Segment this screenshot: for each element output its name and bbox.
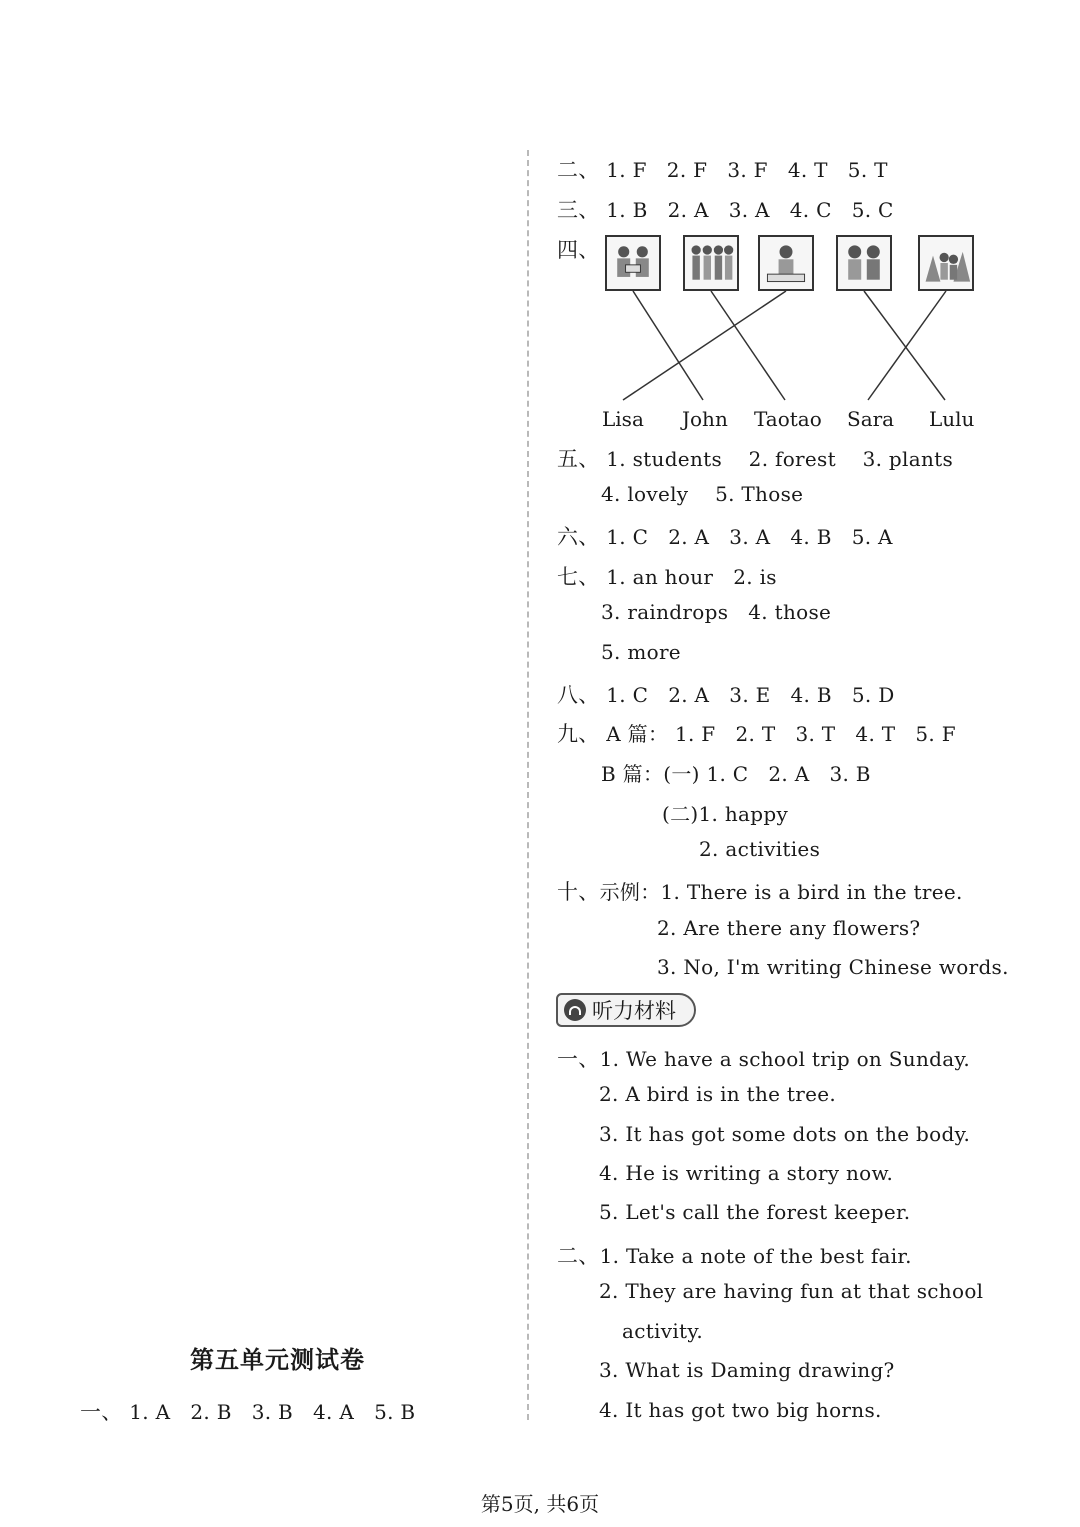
listening-item: 5. Let's call the forest keeper. (599, 1200, 911, 1224)
section-10-label: 十、 (557, 880, 600, 904)
listening-item: 2. They are having fun at that school (599, 1279, 984, 1303)
listening-item: 3. What is Daming drawing? (599, 1358, 895, 1382)
answer-item: 2. B (190, 1400, 232, 1424)
listening-2-row5 (599, 1398, 882, 1422)
answer-item: 2. Are there any flowers? (657, 916, 921, 940)
answer-item: 3. E (729, 683, 771, 707)
answer-item: 5. B (374, 1400, 416, 1424)
answer-item: 1. students (606, 447, 723, 471)
answer-item: 4. A (313, 1400, 355, 1424)
listening-1-row5 (599, 1200, 910, 1224)
section-9-part-b-1 (601, 758, 871, 787)
answer-item: 4. C (789, 198, 832, 222)
part-b2-label: (二) (662, 802, 699, 826)
page-number-footer: 第5页, 共6页 (480, 1492, 600, 1516)
listening-2-row3 (622, 1319, 703, 1343)
answer-item: 3. raindrops (601, 600, 729, 624)
section-10-row2 (657, 916, 920, 940)
listening-2-row1 (557, 1240, 912, 1270)
left-section-1-answers (80, 1396, 415, 1426)
answer-item: 2. A (667, 198, 709, 222)
answer-item: 1. F (674, 722, 716, 746)
section-7-label: 七、 (557, 565, 600, 589)
section-4-label (557, 234, 600, 264)
section-7-answers-row1 (557, 561, 777, 591)
answer-item: 1. C (606, 683, 649, 707)
kids-reading-illustration (607, 237, 659, 289)
listening-2-row2 (599, 1279, 983, 1303)
name-taotao: Taotao (754, 407, 822, 431)
listening-1-row1 (557, 1043, 970, 1073)
child-writing-illustration (760, 237, 812, 289)
listening-2-row4 (599, 1358, 895, 1382)
answer-item: 3. plants (862, 447, 954, 471)
answer-item: 3. No, I'm writing Chinese words. (657, 955, 1009, 979)
answer-item: 2. activities (699, 837, 821, 861)
section-4-mark: 四、 (557, 238, 600, 262)
listening-label: 听力材料 (592, 999, 676, 1023)
listening-item: 1. Take a note of the best fair. (599, 1244, 912, 1268)
listening-1-row4 (599, 1161, 893, 1185)
answer-item: 2. forest (748, 447, 836, 471)
name-lulu: Lulu (929, 407, 975, 431)
unit-5-test-title: 第五单元测试卷 (190, 1346, 365, 1374)
section-3-label: 三、 (557, 198, 600, 222)
section-9-label: 九、 (557, 722, 600, 746)
left-section-1-label: 一、 (80, 1400, 123, 1424)
answer-item: 1. There is a bird in the tree. (660, 880, 963, 904)
section-5-answers-row1 (557, 443, 953, 473)
answer-item: 1. F (606, 158, 647, 182)
name-lisa: Lisa (602, 407, 644, 431)
part-b-label: B 篇： (601, 762, 664, 786)
listening-2-label: 二、 (557, 1244, 600, 1268)
listening-item: 4. It has got two big horns. (599, 1398, 882, 1422)
section-10-row3 (657, 955, 1009, 979)
picture-kids-in-forest (918, 235, 974, 291)
answer-item: 3. B (829, 762, 871, 786)
answer-item: 5. F (915, 722, 956, 746)
listening-1-label: 一、 (557, 1047, 600, 1071)
kids-forest-illustration (920, 237, 972, 289)
section-7-answers-row3 (601, 640, 681, 664)
answer-item: 5. C (851, 198, 894, 222)
answer-item: 5. more (601, 640, 681, 664)
listening-item: activity. (622, 1319, 703, 1343)
answer-item: 4. lovely (601, 482, 689, 506)
listening-item: 1. We have a school trip on Sunday. (599, 1047, 971, 1071)
section-9-part-a (557, 718, 956, 748)
headphone-icon (564, 999, 586, 1021)
answer-item: 5. Those (715, 482, 804, 506)
column-divider (527, 150, 529, 1420)
section-6-answers (557, 521, 893, 551)
answer-item: 3. T (795, 722, 836, 746)
name-john: John (682, 407, 728, 431)
example-label: 示例： (599, 880, 661, 904)
answer-item: 1. A (129, 1400, 171, 1424)
answer-item: 4. T (855, 722, 896, 746)
picture-group-of-kids (683, 235, 739, 291)
part-a-label: A 篇： (606, 722, 669, 746)
section-8-label: 八、 (557, 683, 600, 707)
answer-item: 1. B (606, 198, 648, 222)
listening-item: 4. He is writing a story now. (599, 1161, 894, 1185)
section-10-row1 (557, 876, 963, 906)
picture-two-girls-talking (836, 235, 892, 291)
answer-item: 1. an hour (606, 565, 714, 589)
picture-two-kids-reading (605, 235, 661, 291)
answer-item: 4. T (787, 158, 828, 182)
answer-item: 3. F (727, 158, 768, 182)
section-6-label: 六、 (557, 525, 600, 549)
answer-item: 3. A (728, 198, 770, 222)
answer-item: 2. A (668, 683, 710, 707)
listening-1-row3 (599, 1122, 970, 1146)
answer-item: 1. C (706, 762, 749, 786)
section-5-answers-row2 (601, 482, 803, 506)
part-b1-label: (一) (663, 762, 700, 786)
listening-item: 2. A bird is in the tree. (599, 1082, 837, 1106)
answer-item: 2. F (666, 158, 708, 182)
section-7-answers-row2 (601, 600, 831, 624)
answer-item: 4. B (790, 683, 832, 707)
answer-item: 5. D (851, 683, 895, 707)
section-2-answers (557, 154, 888, 184)
section-9-part-b-2 (662, 798, 788, 827)
answer-item: 2. A (668, 525, 710, 549)
answer-item: 5. T (847, 158, 888, 182)
answer-item: 1. C (606, 525, 649, 549)
girls-talking-illustration (838, 237, 890, 289)
listening-item: 3. It has got some dots on the body. (599, 1122, 971, 1146)
answer-item: 4. B (790, 525, 832, 549)
name-sara: Sara (847, 407, 895, 431)
listening-materials-badge (556, 993, 696, 1027)
answer-item: 5. A (851, 525, 893, 549)
answer-item: 1. happy (698, 802, 789, 826)
section-2-label: 二、 (557, 158, 600, 182)
answer-item: 2. A (768, 762, 810, 786)
answer-item: 3. B (251, 1400, 294, 1424)
picture-child-writing (758, 235, 814, 291)
section-9-part-b-2-row2 (699, 837, 820, 861)
section-5-label: 五、 (557, 447, 600, 471)
section-8-answers (557, 679, 895, 709)
answer-item: 2. T (735, 722, 776, 746)
group-kids-illustration (685, 237, 737, 289)
answer-item: 2. is (733, 565, 777, 589)
section-3-answers (557, 194, 894, 224)
answer-item: 3. A (729, 525, 771, 549)
answer-item: 4. those (748, 600, 832, 624)
listening-1-row2 (599, 1082, 836, 1106)
